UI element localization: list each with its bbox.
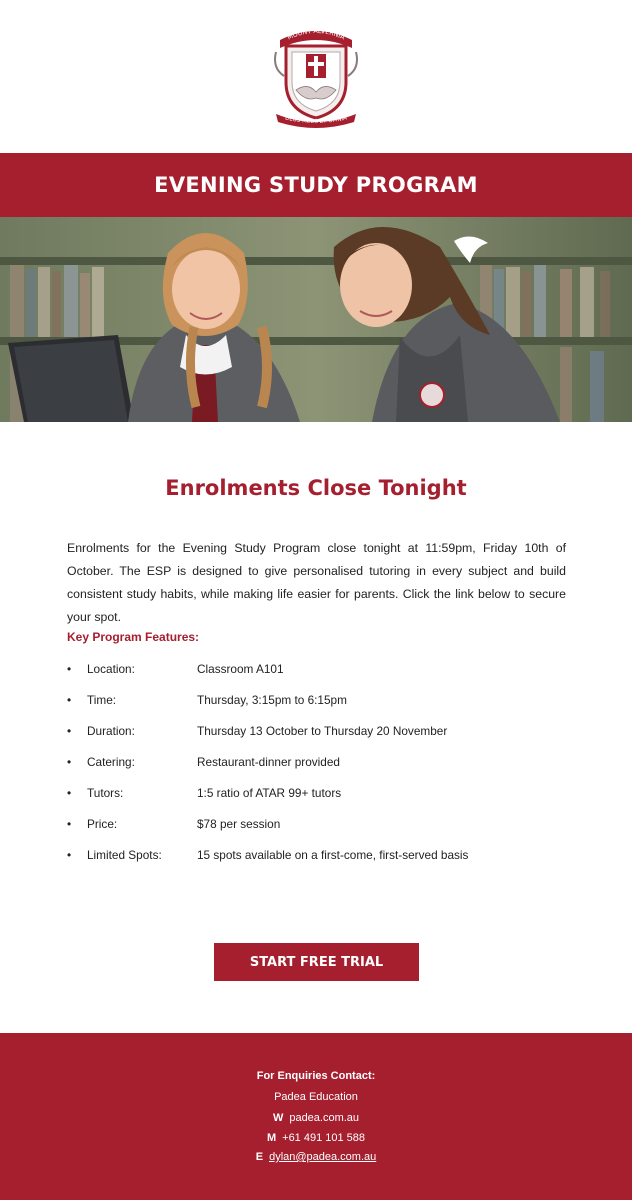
email-link[interactable]: dylan@padea.com.au	[269, 1151, 377, 1163]
bullet-icon: •	[67, 817, 72, 831]
bullet-icon: •	[67, 693, 72, 707]
mobile-key: M	[266, 1132, 277, 1144]
feature-value: Thursday 13 October to Thursday 20 November	[197, 724, 448, 738]
feature-label: Catering:	[87, 755, 135, 769]
header-logo-area	[0, 0, 632, 153]
feature-label: Duration:	[87, 724, 135, 738]
title-banner	[0, 153, 632, 217]
footer-mobile-row	[0, 1132, 632, 1144]
start-free-trial-button[interactable]: START FREE TRIAL	[214, 943, 419, 981]
footer-website-row	[0, 1112, 632, 1124]
feature-value: 15 spots available on a first-come, first-served basis	[197, 848, 469, 862]
footer-organisation: Padea Education	[274, 1091, 358, 1103]
feature-row	[67, 848, 587, 866]
school-crest-icon	[270, 22, 362, 130]
website-key: W	[272, 1112, 284, 1124]
feature-row	[67, 662, 587, 680]
feature-label: Limited Spots:	[87, 848, 162, 862]
bullet-icon: •	[67, 662, 72, 676]
banner-title: EVENING STUDY PROGRAM	[154, 173, 478, 197]
footer-enquiries-heading: For Enquiries Contact:	[256, 1070, 376, 1082]
intro-paragraph: Enrolments for the Evening Study Program close tonight at 11:59pm, Friday 10th of October. The ESP is designed to give personalised tutoring in every subject and build consistent study habits, while making life easier for parents. Click the link below to secure your spot.	[67, 541, 566, 624]
footer	[0, 1033, 632, 1200]
feature-value: Restaurant-dinner provided	[197, 755, 340, 769]
crest-motto-text: DEUS MEUS ET OMNIA	[284, 115, 348, 126]
bullet-icon: •	[67, 786, 72, 800]
page-heading: Enrolments Close Tonight	[165, 476, 467, 500]
feature-value: Classroom A101	[197, 662, 284, 676]
crest-top-text: MOUNT ALVERNIA	[286, 26, 346, 42]
feature-value: Thursday, 3:15pm to 6:15pm	[197, 693, 347, 707]
mobile-number[interactable]: +61 491 101 588	[282, 1132, 366, 1144]
features-title: Key Program Features:	[67, 630, 200, 644]
feature-row	[67, 755, 587, 773]
feature-value: $78 per session	[197, 817, 281, 831]
bullet-icon: •	[67, 848, 72, 862]
email-key: E	[255, 1151, 264, 1163]
students-laptop-photo	[0, 217, 632, 422]
feature-row	[67, 817, 587, 835]
bullet-icon: •	[67, 755, 72, 769]
feature-row	[67, 724, 587, 742]
feature-label: Tutors:	[87, 786, 124, 800]
bullet-icon: •	[67, 724, 72, 738]
feature-row	[67, 786, 587, 804]
feature-label: Location:	[87, 662, 135, 676]
feature-value: 1:5 ratio of ATAR 99+ tutors	[197, 786, 342, 800]
footer-email-row	[0, 1151, 632, 1163]
feature-row	[67, 693, 587, 711]
feature-label: Price:	[87, 817, 118, 831]
website-text[interactable]: padea.com.au	[289, 1112, 360, 1124]
feature-label: Time:	[87, 693, 117, 707]
